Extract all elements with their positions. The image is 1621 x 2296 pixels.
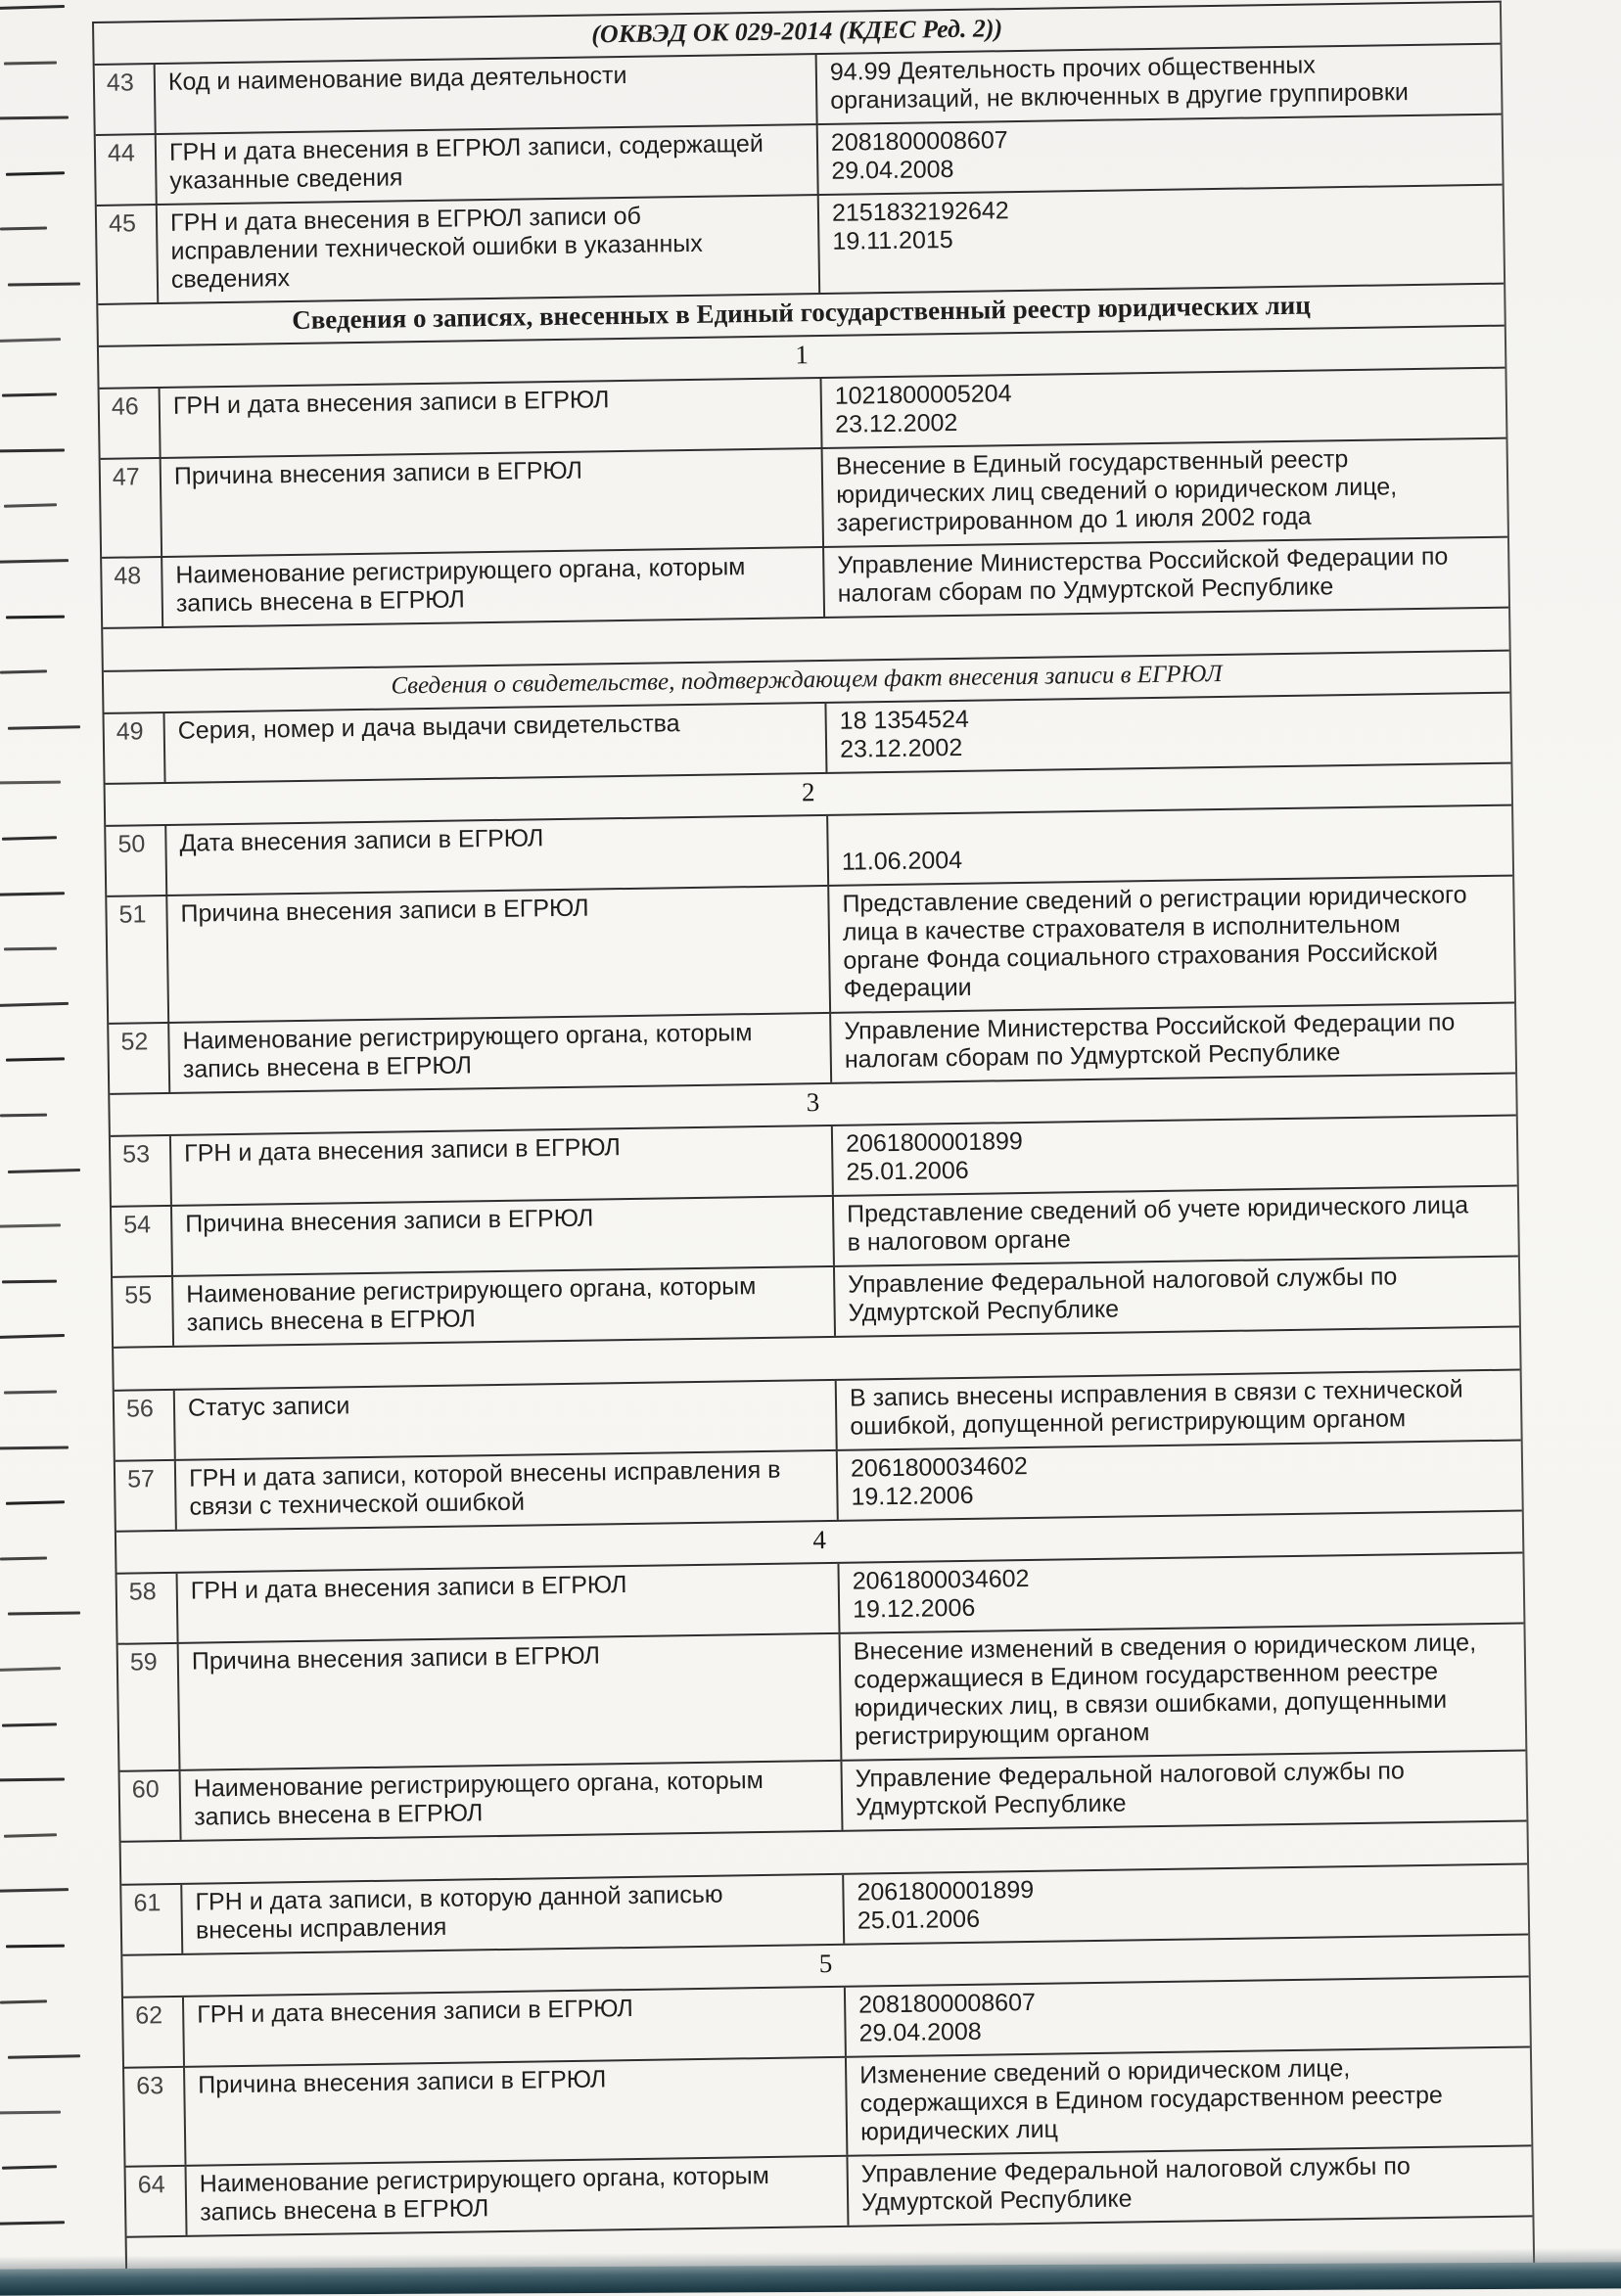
- scan-edge-dash: [4, 1390, 57, 1394]
- field-value: В запись внесены исправления в связи с технической ошибкой, допущенной регистрирующим органом: [849, 1375, 1463, 1441]
- field-label: ГРН и дата внесения записи в ЕГРЮЛ: [161, 379, 823, 457]
- scan-edge-dash: [0, 1999, 47, 2003]
- scan-edge-dash: [2, 2166, 57, 2171]
- scan-edge-dash: [0, 1224, 61, 1228]
- row-number: 49: [105, 713, 166, 783]
- field-label: ГРН и дата записи, которой внесены исправления в связи с технической ошибкой: [176, 1451, 839, 1530]
- scan-edge-dash: [0, 1334, 65, 1339]
- field-value: 18 1354524 23.12.2002: [839, 705, 969, 763]
- field-value: Управление Федеральной налоговой службы по Удмуртской Республике: [848, 1263, 1398, 1327]
- field-label: ГРН и дата внесения записи в ЕГРЮЛ: [171, 1126, 834, 1205]
- scan-edge-dash: [0, 2110, 61, 2114]
- row-number: 63: [124, 2068, 186, 2166]
- row-number: 43: [95, 65, 157, 134]
- row-number: 48: [102, 558, 163, 627]
- field-label: ГРН и дата внесения в ЕГРЮЛ записи, содержащей указанные сведения: [157, 125, 819, 204]
- scan-edge-dash: [0, 1889, 69, 1894]
- row-number: 62: [123, 1998, 185, 2067]
- field-label: Причина внесения записи в ЕГРЮЛ: [162, 449, 824, 556]
- field-value: 94.99 Деятельность прочих общественных организаций, не включенных в другие группировки: [829, 51, 1410, 115]
- field-value: Изменение сведений о юридическом лице, содержащихся в Едином государственном реестре юридических лиц: [859, 2054, 1443, 2146]
- field-label: Причина внесения записи в ЕГРЮЛ: [179, 1634, 843, 1769]
- row-number: 64: [126, 2167, 188, 2236]
- row-number: 44: [96, 135, 158, 205]
- section-title: Сведения о свидетельстве, подтверждающем факт внесения записи в ЕГРЮЛ: [391, 660, 1223, 700]
- field-label: Статус записи: [175, 1381, 838, 1459]
- field-label: Причина внесения записи в ЕГРЮЛ: [185, 2058, 848, 2165]
- scan-edge-dash: [8, 1169, 80, 1173]
- row-number: 57: [116, 1461, 177, 1531]
- okved-note: (ОКВЭД ОК 029-2014 (КДЕС Ред. 2)): [591, 14, 1003, 49]
- scan-edge-dash: [6, 615, 65, 619]
- field-value: 2081800008607 29.04.2008: [857, 1988, 1037, 2047]
- row-number: 61: [121, 1885, 183, 1954]
- field-value: 2151832192642 19.11.2015: [831, 197, 1009, 255]
- scan-edge-dash: [0, 892, 65, 896]
- row-number: 47: [101, 459, 162, 557]
- group-number: 4: [812, 1525, 827, 1555]
- field-value: 2081800008607 29.04.2008: [830, 126, 1008, 185]
- scan-edge-dash: [8, 2054, 80, 2059]
- group-number: 3: [806, 1087, 820, 1118]
- scan-edge-artifacts: [0, 0, 88, 2251]
- scan-edge-dash: [0, 338, 61, 343]
- field-label: Наименование регистрирующего органа, которым запись внесена в ЕГРЮЛ: [173, 1267, 836, 1346]
- field-value: 2061800001899 25.01.2006: [857, 1875, 1035, 1935]
- scan-edge-dash: [0, 2221, 65, 2226]
- scan-edge-dash: [4, 61, 57, 65]
- field-value: 2061800034602 19.12.2006: [850, 1451, 1028, 1511]
- scan-edge-dash: [0, 1446, 69, 1449]
- row-number: 51: [107, 896, 169, 1023]
- field-label: Наименование регистрирующего органа, которым запись внесена в ЕГРЮЛ: [187, 2157, 850, 2235]
- group-number: 1: [795, 340, 810, 370]
- table-row-51: [107, 877, 1514, 1025]
- field-value: 2061800034602 19.12.2006: [852, 1564, 1030, 1624]
- field-label: ГРН и дата внесения записи в ЕГРЮЛ: [184, 1988, 847, 2066]
- scan-edge-dash: [0, 670, 47, 674]
- field-label: ГРН и дата внесения записи в ЕГРЮЛ: [178, 1564, 841, 1642]
- scan-edge-dash: [8, 1612, 80, 1616]
- row-number: 56: [115, 1391, 176, 1460]
- scan-edge-dash: [6, 171, 65, 176]
- scan-edge-dash: [2, 836, 57, 841]
- field-label: ГРН и дата записи, в которую данной записью внесены исправления: [182, 1875, 845, 1953]
- section-title: Сведения о записях, внесенных в Единый государственный реестр юридических лиц: [291, 290, 1311, 336]
- row-number: 55: [113, 1277, 174, 1347]
- field-label: Код и наименование вида деятельности: [156, 55, 818, 133]
- field-value: 2061800001899 25.01.2006: [845, 1127, 1024, 1186]
- scan-edge-dash: [0, 1114, 47, 1118]
- row-number: 59: [118, 1644, 181, 1770]
- field-value: Представление сведений о регистрации юридического лица в качестве страхователя в исполнительном органе Фонда социального страхования Российской Федерации: [842, 881, 1467, 1003]
- scan-edge-dash: [0, 1778, 65, 1782]
- scan-edge-dash: [0, 1002, 69, 1007]
- field-label: Наименование регистрирующего органа, которым запись внесена в ЕГРЮЛ: [162, 548, 825, 626]
- scan-edge-dash: [6, 1945, 65, 1949]
- field-label: ГРН и дата внесения в ЕГРЮЛ записи об исправлении технической ошибки в указанных сведениях: [158, 196, 820, 302]
- field-value: Внесение в Единый государственный реестр юридических лиц сведений о юридическом лице, зарегистрированном до 1 июля 2002 года: [835, 445, 1398, 537]
- field-label: Причина внесения записи в ЕГРЮЛ: [172, 1197, 835, 1275]
- scan-edge-dash: [0, 781, 61, 785]
- field-value: 1021800005204 23.12.2002: [834, 380, 1012, 438]
- scan-edge-dash: [0, 5, 65, 10]
- scan-edge-dash: [4, 947, 57, 951]
- scan-edge-dash: [0, 1556, 47, 1560]
- scan-edge-dash: [8, 282, 80, 286]
- field-label: Наименование регистрирующего органа, которым запись внесена в ЕГРЮЛ: [169, 1014, 832, 1092]
- scan-edge-dash: [6, 1058, 65, 1062]
- row-number: 52: [109, 1024, 170, 1093]
- row-number: 46: [100, 389, 162, 458]
- field-label: Наименование регистрирующего органа, которым запись внесена в ЕГРЮЛ: [181, 1762, 844, 1840]
- scan-edge-dash: [4, 1833, 57, 1838]
- scan-edge-dash: [0, 448, 65, 452]
- scan-edge-dash: [2, 393, 57, 397]
- scan-edge-dash: [2, 1279, 57, 1283]
- field-label: Причина внесения записи в ЕГРЮЛ: [167, 887, 831, 1022]
- scan-edge-dash: [4, 504, 57, 509]
- group-number: 2: [801, 777, 815, 807]
- egrul-registry-table: [92, 1, 1535, 2294]
- field-label: Дата внесения записи в ЕГРЮЛ: [166, 816, 829, 895]
- row-number: 50: [106, 826, 167, 895]
- scan-edge-dash: [0, 1667, 61, 1672]
- field-value: Управление Министерства Российской Федерации по налогам сборам по Удмуртской Республике: [837, 542, 1449, 608]
- table-row-59: [118, 1624, 1526, 1771]
- row-number: 60: [120, 1771, 182, 1841]
- field-value: Внесение изменений в сведения о юридическом лице, содержащиеся в Едином государственном реестре юридических лиц, в связи ошибками, допущенными регистрирующим органом: [853, 1629, 1477, 1751]
- scan-edge-dash: [0, 116, 69, 120]
- row-number: 58: [117, 1574, 179, 1643]
- field-label: Серия, номер и дача выдачи свидетельства: [164, 704, 827, 782]
- row-number: 54: [112, 1207, 173, 1276]
- group-number: 5: [818, 1949, 833, 1979]
- row-number: 45: [97, 206, 159, 303]
- scan-edge-dash: [2, 1722, 57, 1726]
- scan-edge-dash: [0, 227, 47, 231]
- scan-edge-dash: [6, 1500, 65, 1505]
- field-value: Управление Федеральной налоговой службы по Удмуртской Республике: [860, 2152, 1412, 2217]
- field-value: Управление Министерства Российской Федерации по налогам сборам по Удмуртской Республике: [844, 1008, 1456, 1074]
- field-value: Представление сведений об учете юридического лица в налоговом органе: [846, 1191, 1469, 1257]
- field-value: Управление Федеральной налоговой службы по Удмуртской Республике: [855, 1757, 1406, 1821]
- row-number: 53: [111, 1136, 172, 1206]
- scan-edge-dash: [0, 559, 69, 564]
- scan-edge-dash: [8, 725, 80, 730]
- field-value: 11.06.2004: [841, 819, 963, 876]
